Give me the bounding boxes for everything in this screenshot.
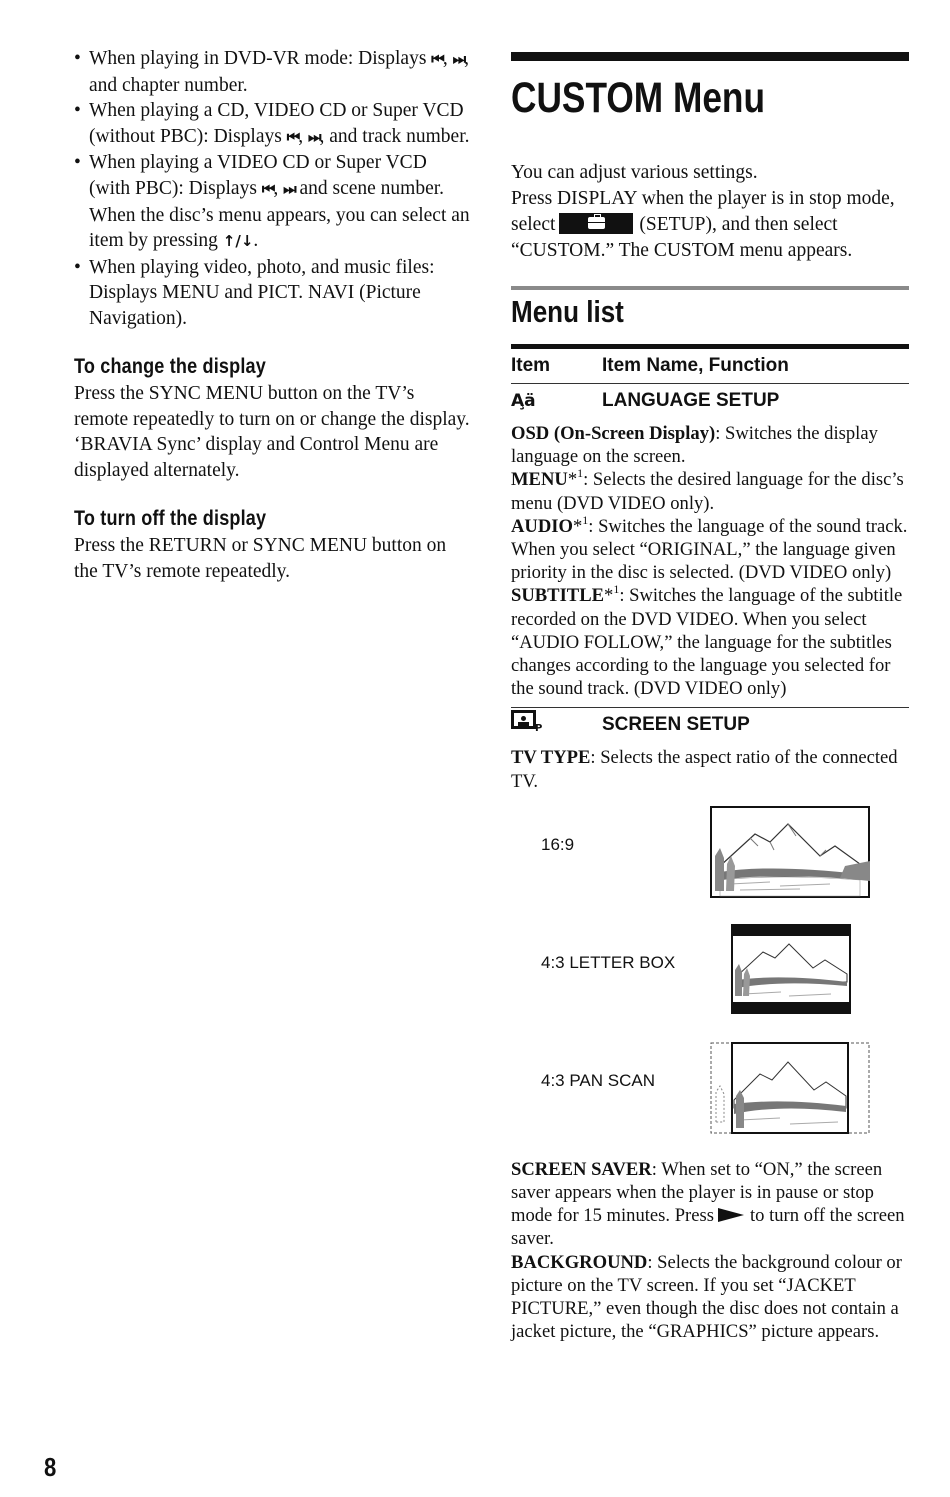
footnote-mark: * [604,585,614,607]
screen-saver-text: : When set to “ON,” the screen saver appears when the player is in pause or stop mode for 15 minutes. Press [511,1158,883,1227]
list-item [74,150,472,254]
menu-item [511,468,909,514]
background-term: BACKGROUND [511,1251,648,1273]
intro-text: Press DISPLAY when the player is in stop mode, select [511,188,895,235]
previous-icon: ⏮ [261,179,274,198]
language-setup-row [511,384,909,418]
menu-term: MENU [511,469,568,491]
footnote-mark: * [572,515,583,537]
change-display-text: Press the SYNC MENU button on the TV’s remote repeatedly to turn on or change the display. ‘BRAVIA Sync’ display and Control Menu are displayed alternately. [74,383,470,481]
tv-type-term: TV TYPE [511,747,591,769]
item-cell [511,710,602,740]
page-number: 8 [44,1452,57,1482]
subtitle-term: SUBTITLE [511,585,605,607]
bullet-text: , and track number. [319,125,470,147]
intro-line: You can adjust various settings. [511,162,758,183]
change-display-heading: To change the display [74,354,266,378]
footnote-number: 1 [582,512,589,527]
pan-scan-illustration [710,1042,870,1134]
tv-type-description [511,746,909,792]
next-icon: ⏭ [283,179,295,198]
screen-setup-title: SCREEN SETUP [602,714,750,736]
language-setup-description [511,422,909,700]
footnote-mark: * [567,469,578,491]
function-column-header: Item Name, Function [602,355,789,376]
widescreen-illustration [710,806,870,898]
play-icon [718,1208,744,1222]
tv-option-pan-scan [511,1042,909,1160]
screen-saver-text: to turn off the screen saver. [511,1205,905,1250]
menu-list-heading: Menu list [511,294,624,329]
screen-saver-term: SCREEN SAVER [511,1158,652,1180]
separator: , [442,48,453,69]
footnote-number: 1 [577,466,584,481]
background-item [511,1251,909,1344]
tv-option-label: 16:9 [541,834,575,854]
screen-setup-row [511,708,909,742]
letterbox-illustration [731,924,851,1014]
item-cell [511,390,602,412]
separator: , [273,177,284,199]
footnote-number: 1 [613,582,620,597]
previous-icon: ⏮ [286,127,299,146]
osd-term: OSD (On-Screen Display) [511,423,716,444]
osd-text: : Switches the display language on the screen. [511,423,878,468]
separator: , [298,125,308,147]
right-column [511,52,909,1343]
left-column [74,46,472,584]
previous-icon: ⏮ [431,50,443,68]
bullet-text: When playing a VIDEO CD or Super VCD (with PBC): Displays [89,152,427,199]
list-item [74,46,472,98]
section-rule [511,286,909,290]
audio-term: AUDIO [511,515,573,537]
subtitle-item [511,584,909,700]
toolbox-icon [559,213,633,234]
background-text: : Selects the background colour or picture on the TV screen. If you set “JACKET PICTURE,” even though the disc does not contain a jacket picture, the “GRAPHICS” picture appears. [511,1251,902,1343]
bullet-text: . [253,230,259,252]
menu-text: : Selects the desired language for the disc’s menu (DVD VIDEO only). [511,469,904,514]
tv-type-text: : Selects the aspect ratio of the connected TV. [511,747,898,792]
intro-text: (SETUP), and then select “CUSTOM.” The CUSTOM menu appears. [511,214,853,261]
tv-option-letter-box [511,924,909,1042]
screen-icon-letter: P [535,723,543,735]
display-bullet-list [74,46,472,332]
tv-option-16-9 [511,806,909,924]
next-icon: ⏭ [308,127,320,146]
bullet-text: , and chapter number. [89,48,469,96]
turn-off-text: Press the RETURN or SYNC MENU button on the TV’s remote repeatedly. [74,535,447,582]
screen-setup-description [511,1158,909,1344]
next-icon: ⏭ [452,50,465,68]
title-rule [511,52,909,61]
audio-text: : Switches the language of the sound track. When you select “ORIGINAL,” the language given priority in the disc is selected. (DVD VIDEO only) [511,515,908,584]
tv-type-illustrations [511,806,909,1160]
screen-icon [511,710,541,734]
language-setup-title: LANGUAGE SETUP [602,390,780,411]
subtitle-text: : Switches the language of the subtitle recorded on the DVD VIDEO. When you select “AUDIO FOLLOW,” the language for the subtitles changes according to the language you selected for the sound track. (DVD VIDEO only) [511,585,903,700]
page-title: CUSTOM Menu [511,74,766,122]
language-icon: A̧ä [511,391,536,411]
bullet-text: When playing in DVD-VR mode: Displays [89,48,427,69]
tv-type-item [511,746,909,792]
tv-option-label: 4:3 LETTER BOX [541,952,676,972]
turn-off-heading: To turn off the display [74,506,267,530]
bullet-text: When playing video, photo, and music files: Displays MENU and PICT. NAVI (Picture Navigation). [89,256,435,329]
audio-item [511,512,909,585]
list-item [74,98,472,150]
up-down-arrow-icon: ↑/↓ [222,232,254,251]
table-header [511,349,909,383]
list-item [74,255,472,332]
bullet-text: When playing a CD, VIDEO CD or Super VCD (without PBC): Displays [89,100,464,147]
screen-saver-item [511,1158,909,1251]
bullet-text: and scene number. When the disc’s menu appears, you can select an item by pressing [89,177,470,252]
item-column-header: Item [511,355,551,376]
intro-instructions [511,186,909,264]
osd-item [511,422,909,468]
tv-option-label: 4:3 PAN SCAN [541,1070,656,1090]
intro-paragraph [511,160,909,264]
